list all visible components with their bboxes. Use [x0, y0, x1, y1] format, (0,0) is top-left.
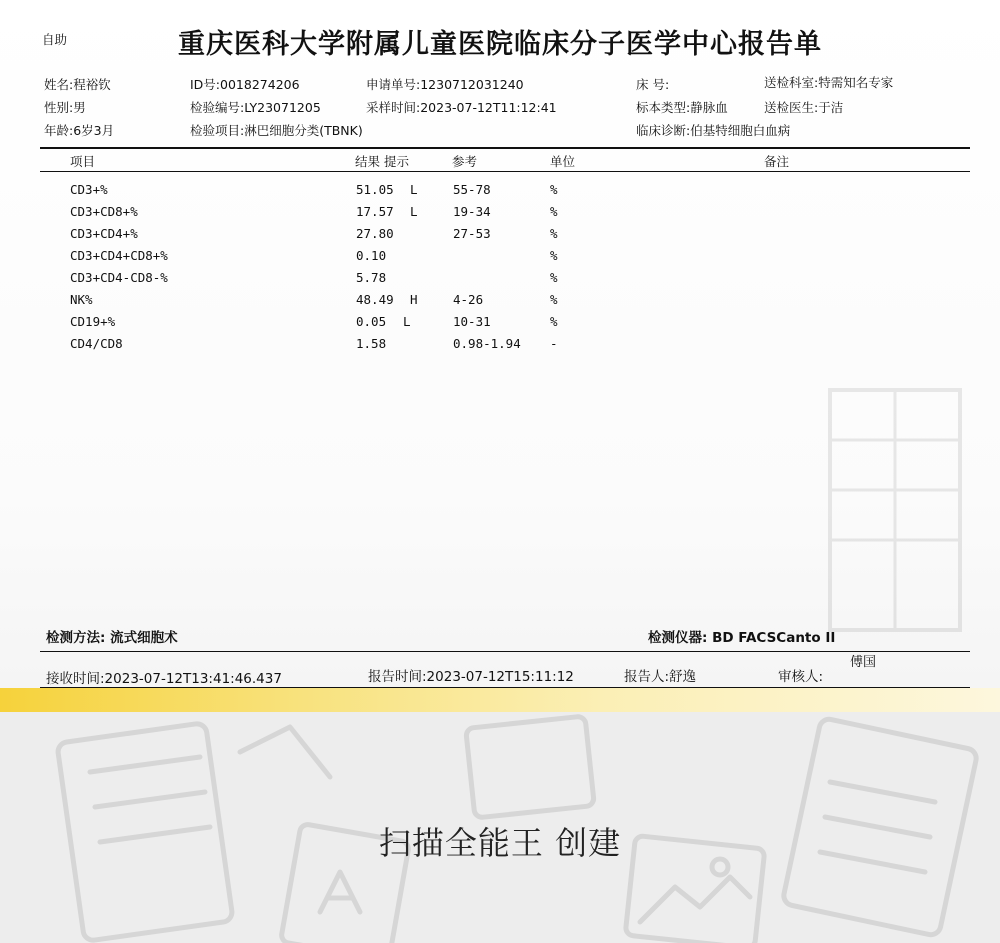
scanner-watermark-text: 扫描全能王 创建 [378, 824, 622, 862]
receive-time: 接收时间:2023-07-12T13:41:46.437 [46, 671, 282, 687]
row-result: 51.05 [356, 182, 394, 197]
reviewer-signature: 傅国 [850, 655, 877, 670]
corner-label: 自助 [42, 32, 68, 47]
row-reference: 4-26 [453, 292, 484, 307]
reporter: 报告人:舒逸 [624, 669, 697, 685]
test-instrument: 检测仪器: BD FACSCanto II [648, 630, 836, 646]
row-flag: L [410, 182, 418, 197]
row-reference: 27-53 [453, 226, 491, 241]
patient-age: 年龄:6岁3月 [44, 123, 115, 138]
row-unit: - [550, 336, 558, 351]
row-unit: % [550, 248, 558, 263]
row-flag: L [410, 204, 418, 219]
sample-time: 采样时间:2023-07-12T11:12:41 [366, 100, 557, 115]
row-item: CD4/CD8 [70, 336, 123, 351]
row-flag: L [403, 314, 411, 329]
footer-top-rule [40, 651, 970, 652]
row-reference: 0.98-1.94 [453, 336, 521, 351]
row-item: CD3+CD8+% [70, 204, 138, 219]
row-result: 17.57 [356, 204, 394, 219]
sending-doctor: 送检医生:于洁 [764, 100, 844, 115]
row-reference: 19-34 [453, 204, 491, 219]
header-remark: 备注 [764, 154, 790, 169]
row-result: 0.05 [356, 314, 387, 329]
row-reference: 55-78 [453, 182, 491, 197]
row-unit: % [550, 182, 558, 197]
row-result: 0.10 [356, 248, 387, 263]
header-reference: 参考 [452, 154, 478, 169]
clinical-diagnosis: 临床诊断:伯基特细胞白血病 [636, 123, 791, 138]
scanner-footer [0, 712, 1000, 943]
row-result: 5.78 [356, 270, 387, 285]
row-item: CD3+% [70, 182, 108, 197]
reviewer-label: 审核人: [778, 669, 824, 685]
row-unit: % [550, 270, 558, 285]
test-method: 检测方法: 流式细胞术 [46, 630, 178, 646]
row-result: 48.49 [356, 292, 394, 307]
patient-sex: 性别:男 [44, 100, 86, 115]
row-item: CD3+CD4+CD8+% [70, 248, 168, 263]
test-item: 检验项目:淋巴细胞分类(TBNK) [190, 123, 363, 138]
row-item: CD19+% [70, 314, 116, 329]
sending-department: 送检科室:特需知名专家 [764, 75, 894, 90]
header-result-hint: 结果 提示 [355, 154, 409, 169]
specimen-type: 标本类型:静脉血 [636, 100, 728, 115]
patient-id: ID号:0018274206 [190, 77, 300, 92]
faint-watermark-icon [820, 380, 970, 640]
row-item: CD3+CD4+% [70, 226, 138, 241]
row-result: 1.58 [356, 336, 387, 351]
row-reference: 10-31 [453, 314, 491, 329]
report-time: 报告时间:2023-07-12T15:11:12 [368, 669, 574, 685]
table-top-rule [40, 147, 970, 149]
row-result: 27.80 [356, 226, 394, 241]
row-item: NK% [70, 292, 93, 307]
row-unit: % [550, 292, 558, 307]
request-number: 申请单号:1230712031240 [366, 77, 524, 92]
row-flag: H [410, 292, 418, 307]
bed-number: 床 号: [636, 77, 670, 92]
row-unit: % [550, 314, 558, 329]
row-item: CD3+CD4-CD8-% [70, 270, 168, 285]
row-unit: % [550, 226, 558, 241]
header-item: 项目 [70, 154, 96, 169]
row-unit: % [550, 204, 558, 219]
header-unit: 单位 [550, 154, 576, 169]
patient-name: 姓名:程裕钦 [44, 77, 111, 92]
table-header-rule [40, 171, 970, 172]
test-number: 检验编号:LY23071205 [190, 100, 321, 115]
report-title: 重庆医科大学附属儿童医院临床分子医学中心报告单 [178, 29, 822, 60]
yellow-edge [0, 688, 1000, 712]
